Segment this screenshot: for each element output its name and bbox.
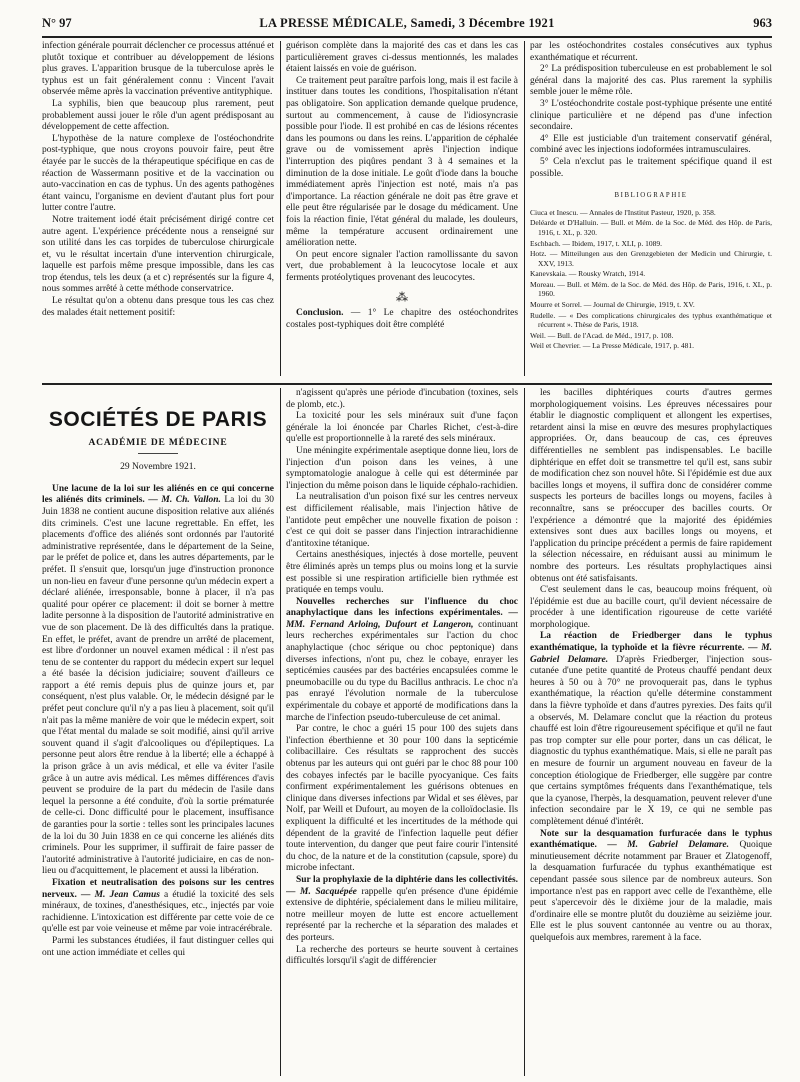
paragraph: 3° L'ostéochondrite costale post-typhique présente une entité clinique particulière et ne dépend pas d'une infection secondaire. (530, 98, 772, 133)
paragraph (42, 484, 274, 878)
communication-title: La réaction de Friedberger dans le typhus exanthématique, la typhoïde et la fièvre récurrente. (530, 631, 772, 654)
bibliography-entry: Mourre et Sorrel. — Journal de Chirurgie, 1919, t. XV. (530, 300, 695, 310)
paragraph: 4° Elle est justiciable d'un traitement conservatif général, combiné avec les injections iodoformées intramusculaires. (530, 133, 772, 156)
paragraph-text: La toxicité pour les sels minéraux suit d'une façon générale la loi énoncée par Charles Richet, c'est-à-dire qu'elle est proportionnelle à la rareté des sels minéraux. (286, 411, 518, 445)
bottom-column-2 (286, 388, 518, 1078)
paragraph: La syphilis, bien que beaucoup plus rarement, peut probablement aussi jouer le rôle d'un agent prédisposant au développement de cette affection. (42, 98, 274, 133)
header-rule (42, 36, 772, 38)
bibliography-entry: Hotz. — Mitteilungen aus den Grenzgebieten der Medicin und Chirurgie, t. XXV, 1913. (530, 249, 772, 268)
communication-title: Note sur la desquamation furfuracée dans le typhus exanthématique. (530, 828, 772, 851)
top-column-3 (530, 41, 772, 381)
paragraph (530, 388, 772, 585)
bibliography-entry: Rudelle. — « Des complications chirurgicales des typhus exanthématique et récurrent ». Thèse de Paris, 1918. (530, 310, 772, 330)
paragraph: On peut encore signaler l'action ramollissante du savon vert, due probablement à la leucocytose locale et aux ferments protéolytiques provenant des leucocytes. (286, 249, 518, 283)
section-rule (42, 383, 772, 385)
short-rule (138, 453, 178, 454)
paragraph: guérison complète dans la majorité des cas et dans les cas particulièrement graves ci-dessus mentionnés, les malades étaient laissés en voie de guérison. (286, 41, 518, 75)
author-name: — M. Sacquépée (286, 886, 357, 897)
conclusion-paragraph (286, 308, 518, 331)
running-header (42, 16, 772, 34)
author-name: — M. Jean Camus (76, 889, 160, 900)
paragraph (42, 936, 274, 959)
page-number: 963 (753, 16, 772, 30)
author-name: — M. Gabriel Delamare. (530, 643, 772, 665)
bibliography-entry: Deléarde et D'Halluin. — Bull. et Mém. de la Soc. de Méd. des Hôp. de Paris, 1916, t. XL, p. 320. (530, 218, 772, 237)
paragraph-text: les bacilles diphtériques courts d'autres germes morphologiquement voisins. Les épreuves nécessaires pour établir le diagnostic compliquent et allongent les expertises, retardent ainsi la mise en œuvre des mesures prophylactiques appropriées. Or, dans beaucoup de cas, ces épreuves différentielles ne semblent pas indispensables. Le bacille diphtérique en effet doit se transmettre tel qu'il est, sans subir de modification chez son nouvel hôte. Si l'épidémie est due aux bacilles longs et moyens, il suffira donc de considérer comme suspects les porteurs de bacilles longs ou moyens, faciles à reconnaître, sans se préoccuper des bacilles courts. Or l'expérience a démontré que la majorité des épidémies extensives sont dues aux bacilles longs ou moyens, et l'application du principe précédent a permis de faire rapidement la sélection nécessaire, en réduisant aussi au minimum le nombre des porteurs. Les résultats prophylactiques ainsi obtenus ont été satisfaisants. (530, 388, 772, 584)
conclusion-text: — 1° Le chapitre des ostéochondrites costales post-typhiques doit être complété (286, 308, 518, 330)
issue-number: N° 97 (42, 16, 72, 30)
paragraph (530, 829, 772, 945)
paragraph (286, 597, 518, 725)
bibliography-entry: Moreau. — Bull. et Mém. de la Soc. de Méd. des Hôp. de Paris, 1916, t. XL, p. 1960. (530, 279, 772, 299)
paragraph (286, 446, 518, 492)
bibliography-entry: Weil et Chevrier. — La Presse Médicale, 1917, p. 481. (530, 341, 694, 351)
paragraph-text: La neutralisation d'un poison fixé sur les centres nerveux est difficilement réalisable, mais l'injection hâtive de l'antidote peut empêcher une nouvelle fixation de poison : c'est ce qui doit se passer dans l'injection intrarachidienne d'antitoxine tétanique. (286, 492, 518, 549)
bibliography-entry: Weil. — Bull. de l'Acad. de Méd., 1917, p. 108. (530, 330, 674, 340)
top-column-1 (42, 41, 274, 381)
communication-title: Une lacune de la loi sur les aliénés en ce qui concerne les aliénés dits criminels. (42, 483, 274, 506)
column-rule (280, 41, 281, 376)
column-rule (524, 41, 525, 376)
paragraph (286, 492, 518, 550)
conclusion-label: Conclusion. (296, 308, 344, 319)
bibliography-entry: Ciuca et Inescu. — Annales de l'Institut Pasteur, 1920, p. 358. (530, 207, 716, 217)
journal-title: LA PRESSE MÉDICALE, Samedi, 3 Décembre 1921 (259, 16, 555, 30)
session-date: 29 Novembre 1921. (120, 462, 196, 473)
paragraph: par les ostéochondrites costales consécutives aux typhus exanthématique et récurrent. (530, 41, 772, 63)
paragraph-text: continuant leurs recherches expérimentales sur l'action du choc anaphylactique (choc sérique ou choc peptonique) dans diverses infections, n'ont pu, chez le cobaye, enrayer les septicémies causées par des bactéries encapsulées comme le pneumobacille ou du type du Bacillus anthracis. Le choc n'a pas enrayé l'évolution normale de la tuberculose expérimentale du cobaye et apporté de modifications dans la marche de l'infection pseudo-tuberculeuse de cet animal. (286, 619, 518, 723)
bibliography-entry: Eschbach. — Ibidem, 1917, t. XLI, p. 1089. (530, 238, 663, 248)
paragraph-text: La recherche des porteurs se heurte souvent à certaines difficultés lorsqu'il s'agit de différencier (286, 944, 518, 967)
bottom-column-3 (530, 388, 772, 1078)
paragraph: Le résultat qu'on a obtenu dans presque tous les cas chez des malades était nettement positif: (42, 296, 274, 318)
paragraph: Ce traitement peut paraître parfois long, mais il est facile à instituer dans toutes les conditions, l'hospitalisation n'étant pas obligatoire. Son application demande quelque prudence, surtout au commencement, à cause de l'idiosyncrasie possible pour l'iode. Il est prohibé en cas de lésions récentes dans les poumons ou dans les reins. L'apparition de céphalée grave ou de vomissement après l'injection indique l'interruption des piqûres pendant 3 à 4 semaines et la diminution de la dose initiale. Le goût d'iode dans la bouche immédiatement après l'injection est noté, mais n'a pas d'importance. La réaction générale ne doit pas être grave et elle peut être régularisée par le dosage du médicament. Une fois la réaction finie, l'état général du malade, les douleurs, même la température accusent ordinairement une amélioration nette. (286, 75, 518, 249)
paragraph (286, 724, 518, 875)
paragraph-text: Quoique minutieusement décrite notamment par Brauer et Zlatogenoff, la desquamation furfuracée du typhus exanthématique est cependant passée sous silence par de nombreux auteurs. Son importance n'est pas en rapport avec celle de l'exanthème, elle peut s'apercevoir dès le dixième jour de la maladie, mais d'ordinaire elle se montre plutôt du douzième au seizième jour. Elle est le plus souvent cantonnée au ventre ou au thorax, quelquefois aux membres, rarement à la face. (530, 840, 772, 943)
paragraph-text: La loi du 30 Juin 1838 ne contient aucune disposition relative aux aliénés dits criminels. C'est une lacune regrettable. En effet, les placements d'office des aliénés sont ordonnés par l'autorité administrative représentée, dans le département de la Seine, par le préfet de police et, dans les autres départements, par le préfet. Il s'ensuit que, lorsqu'un juge d'instruction prononce un non-lieu en faveur d'une personne qu'un médecin expert a déclaré aliénée, irresponsable, bonne à placer, il n'a pas qualité pour opérer ce placement: il doit se borner à mettre ladite personne à la disposition de l'autorité administrative en vue de son placement. De là des difficultés dans la pratique. En effet, le préfet, avant de prendre un arrêté de placement, est libre d'ordonner un nouvel examen médical : il n'est pas tenu de se contenter du rapport du médecin expert sur lequel a été basée la décision judiciaire; souvent d'ailleurs ce rapport a été remis depuis plus de quinze jours et, par conséquent, n'est plus valable. Or, le médecin désigné par le préfet peut conclure qu'il n'y a pas lieu à placement, soit qu'il n'ait pas la même manière de voir que le médecin expert, soit que l'état mental du malade se soit modifié, ainsi qu'il arrive souvent quand il s'agit d'alcooliques ou d'épileptiques. La personne peut alors être rendue à la liberté; elle a échappé à la prison grâce à un avis médical, et elle va éviter l'asile grâce à un autre avis médical. Les mêmes différences d'avis peuvent se produire de la part du médecin de l'asile dans lequel la personne a été conduite, d'où la sortie prématurée de celle-ci. Donc difficulté pour le placement, insuffisance de garanties pour la sortie : telles sont les principales lacunes de la loi du 30 Juin 1838 en ce qui concerne les aliénés dits criminels. Pour les supprimer, il suffirait de faire passer de l'autorité administrative à l'autorité judiciaire, en cas de non-lieu ou d'acquittement, le placement et aussi la libération. (42, 495, 274, 877)
paragraph (286, 875, 518, 945)
column-rule (524, 388, 525, 1076)
paragraph (286, 411, 518, 446)
paragraph (530, 631, 772, 828)
paragraph: L'hypothèse de la nature complexe de l'ostéochondrite post-typhique, que nous croyons pouvoir faire, peut être étayée par le succès de la thérapeutique spécifique en cas de réaction de Wassermann positive et de la vaccination ou auto-vaccination en cas de typhus. Un des agents pathogènes étant vaincu, l'organisme en devient d'autant plus fort pour lutter contre l'autre. (42, 133, 274, 214)
section-title: SOCIÉTÉS DE PARIS (48, 408, 268, 431)
paragraph-text: n'agissent qu'après une période d'incubation (toxines, sels de plomb, etc.). (286, 388, 518, 410)
paragraph: 2° La prédisposition tuberculeuse en est probablement le sol général dans la majorité des cas. Plus rarement la syphilis semble jouer le même rôle. (530, 64, 772, 98)
paragraph-text: C'est seulement dans le cas, beaucoup moins fréquent, où l'épidémie est due au bacille court, qu'il devient nécessaire de procéder à une identification rigoureuse de cette variété morphologique. (530, 585, 772, 630)
author-name: — M. Gabriel Delamare. (596, 840, 729, 851)
author-name: — MM. Fernand Arloing, Dufourt et Langeron, (286, 608, 518, 630)
section-separator: ⁂ (396, 290, 408, 305)
bibliography-entry: Kanevskaia. — Rousky Wratch, 1914. (530, 269, 646, 279)
bottom-column-1 (42, 388, 274, 1078)
communication-title: Nouvelles recherches sur l'influence du choc anaphylactique dans les infections expérimentales. (286, 596, 518, 619)
paragraph (286, 550, 518, 596)
paragraph-text: D'après Friedberger, l'injection sous-cutanée d'une petite quantité de Proteus chauffé pendant deux heures à 50 ou à 70° ne provoquerait pas, dans le typhus exanthématique, la réaction qu'elle détermine constamment dans la fièvre typhoïde et dans d'autres pyrexies. Des faits qu'il a observés, M. Delamare conclut que la réaction du proteus chauffé est loin d'être rigoureusement spécifique et qu'il ne faut pas trop compter sur elle pour porter, dans un cas délicat, le diagnostic du typhus exanthématique. Mais, si elle ne paraît pas en mesure de fournir un argument nouveau en faveur de la conception étiologique de Friedberger, elle suggère par contre que certains symptômes fréquents dans l'exanthématique, tels que la cyanose, l'herpès, la desquamation, peuvent relever d'une infection secondaire par le X 19, ce qui ne semble pas complètement dénué d'intérêt. (530, 654, 772, 827)
author-name: — M. Ch. Vallon. (144, 495, 221, 506)
column-rule (280, 388, 281, 1076)
paragraph: infection générale pourrait déclencher ce processus atténué et plutôt toxique et contribuer au développement de lésions plus graves. L'apparition brusque de la tuberculose après le typhus est un fait généralement connu : Vincent l'avait observée même après la vaccination préventive antityphique. (42, 41, 274, 98)
paragraph (530, 585, 772, 631)
communication-title: Fixation et neutralisation des poisons sur les centres nerveux. (42, 877, 274, 900)
paragraph: Notre traitement iodé était précisément dirigé contre cet autre agent. L'expérience précédente nous a renseigné sur son utilité dans les cas torpides de tuberculose chirurgicale et, vu le résultat incertain d'une intervention chirurgicale, laquelle est parfois même presque impossible, dans les cas trop étendus, tels les deux (a et c) représentés sur la figure 4, nous sommes arrêté à cette méthode conservatrice. (42, 214, 274, 295)
top-column-2 (286, 41, 518, 381)
paragraph (286, 945, 518, 968)
paragraph: 5° Cela n'exclut pas le traitement spécifique quand il est possible. (530, 156, 772, 179)
paragraph-text: Une méningite expérimentale aseptique donne lieu, lors de l'injection d'un poison dans les veines, à une symptomatologie analogue à celle qui est déterminée par l'injection du même poison dans le liquide céphalo-rachidien. (286, 445, 518, 491)
bibliography-heading: BIBLIOGRAPHIE (614, 192, 688, 200)
paragraph-text: a étudié la toxicité des sels minéraux, de toxines, d'anesthésiques, etc., injectés par voie rachidienne. L'intoxication est différente par cette voie de ce qu'elle est par voie veineuse et même par voie intracérébrale. (42, 889, 274, 935)
paragraph-text: Parmi les substances étudiées, il faut distinguer celles qui ont une action immédiate et celles qui (42, 935, 274, 958)
paragraph (42, 878, 274, 936)
society-heading: ACADÉMIE DE MÉDECINE (88, 437, 228, 448)
paragraph-text: Par contre, le choc a guéri 15 pour 100 des sujets dans l'infection éberthienne et 30 pour 100 dans la septicémie colibacillaire. Ces résultats se rapprochent des succès obtenus par les auteurs qui ont guéri par le choc 88 pour 100 des cobayes infectés par le bacille pyocyanique. Ces faits confirment expérimentalement les guérisons obtenues en clinique dans diverses infections par Widal et ses élèves, par Nolf, par Weill et Dufourt, au moyen de la colloïdoclasie. Ils expliquent la difficulté et les incertitudes de la méthode qui dépendent de la gravité de l'infection laquelle peut défier toute intervention, du danger que peut faire courir l'intensité du choc, de la nature et de la constitution (capsule, spore) du microbe infectant. (286, 724, 518, 874)
communication-title: Sur la prophylaxie de la diphtérie dans les collectivités. (296, 874, 518, 885)
paragraph-text: Certains anesthésiques, injectés à dose mortelle, peuvent être éliminés après un temps plus ou moins long et la survie est possible si une respiration artificielle bien rythmée est pratiquée en temps voulu. (286, 550, 518, 596)
paragraph (286, 388, 518, 411)
paragraph-text: rappelle qu'en présence d'une épidémie extensive de diphtérie, spécialement dans le milieu militaire, notre meilleur moyen de lutte est encore actuellement représenté par la recherche et la séparation des malades et des porteurs. (286, 886, 518, 943)
